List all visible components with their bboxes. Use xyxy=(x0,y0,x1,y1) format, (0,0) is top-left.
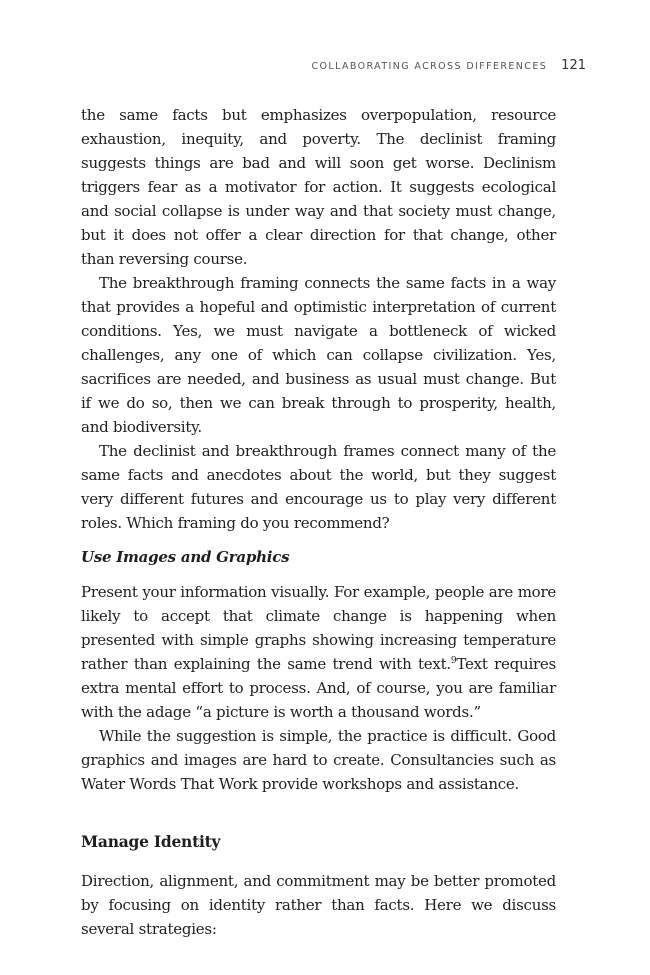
body-text xyxy=(81,103,556,941)
paragraph-graphics-difficulty: While the suggestion is simple, the practice is difficult. Good graphics and images are hard to create. Consultancies such as Water Words That Work provide workshops and assistance. xyxy=(81,727,556,793)
page-number: 121 xyxy=(561,58,586,73)
subheading-use-images: Use Images and Graphics xyxy=(81,548,290,566)
paragraph-declinist-framing: the same facts but emphasizes overpopulation, resource exhaustion, inequity, and poverty. The declinist framing suggests things are bad and will soon get worse. Declinism triggers fear as a motivator for action. It suggests ecological and social collapse is under way and that society must change, but it does not offer a clear direction for that change, other than reversing course. xyxy=(81,106,556,268)
paragraph-visual-information xyxy=(81,580,556,724)
running-head-title: COLLABORATING ACROSS DIFFERENCES xyxy=(311,61,548,72)
paragraph-framing-comparison: The declinist and breakthrough frames connect many of the same facts and anecdotes about the world, but they suggest very different futures and encourage us to play very different roles. Which framing do you recommend? xyxy=(81,442,556,532)
heading-manage-identity: Manage Identity xyxy=(81,832,221,851)
paragraph-visual-text-b: Text requires extra mental effort to process. And, of course, you are familiar with the adage “a picture is worth a thousand words.” xyxy=(81,655,556,721)
footnote-marker: 9 xyxy=(450,656,457,666)
paragraph-visual-text-a: Present your information visually. For example, people are more likely to accept that climate change is happening when presented with simple graphs showing increasing temperature rather than explaining the same trend with text. xyxy=(81,583,556,673)
running-head xyxy=(312,58,587,73)
paragraph-identity-strategies: Direction, alignment, and commitment may be better promoted by focusing on identity rather than facts. Here we discuss several strategies: xyxy=(81,872,556,938)
paragraph-breakthrough-framing: The breakthrough framing connects the same facts in a way that provides a hopeful and optimistic interpretation of current conditions. Yes, we must navigate a bottleneck of wicked challenges, any one of which can collapse civilization. Yes, sacrifices are needed, and business as usual must change. But if we do so, then we can break through to prosperity, health, and biodiversity. xyxy=(81,274,556,436)
